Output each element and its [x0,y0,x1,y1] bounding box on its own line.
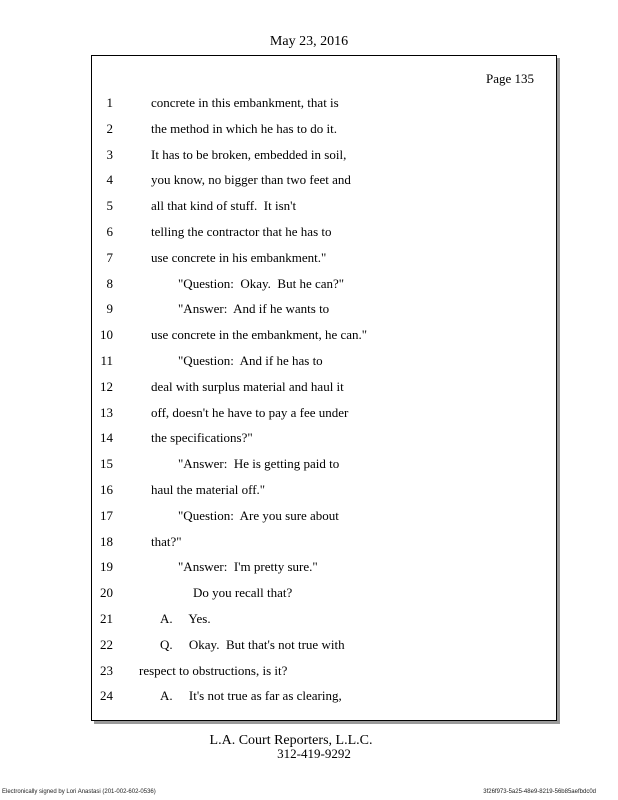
transcript-line [92,120,558,146]
line-number: 19 [100,559,113,575]
line-text: Do you recall that? [193,585,293,601]
line-text: use concrete in his embankment." [151,249,327,265]
transcript-line [92,687,558,713]
page-number: Page 135 [485,71,534,86]
transcript-line [92,455,558,481]
line-number: 10 [100,327,113,343]
line-number: 20 [100,585,113,601]
line-number: 8 [106,275,113,291]
transcript-line [92,429,558,455]
transcript-line [92,275,558,301]
line-text: A. Yes. [160,610,211,626]
line-number: 6 [106,223,113,239]
line-number: 17 [100,507,113,523]
line-number: 5 [106,198,113,214]
transcript-line [92,481,558,507]
line-text: haul the material off." [151,481,266,497]
line-number: 4 [106,172,113,188]
line-text: the specifications?" [151,430,253,446]
transcript-lines [92,94,558,713]
line-number: 9 [106,301,113,317]
line-text: respect to obstructions, is it? [139,662,288,678]
line-text: you know, no bigger than two feet and [151,172,351,188]
line-number: 24 [100,688,113,704]
line-number: 13 [100,404,113,420]
transcript-line [92,223,558,249]
transcript-date: May 23, 2016 [269,34,349,49]
line-text: deal with surplus material and haul it [151,378,344,394]
transcript-line [92,404,558,430]
line-text: "Answer: He is getting paid to [178,456,340,472]
line-number: 16 [100,481,113,497]
transcript-line [92,326,558,352]
line-number: 14 [100,430,113,446]
line-number: 12 [100,378,113,394]
line-number: 23 [100,662,113,678]
line-number: 2 [106,120,113,136]
document-id: 3f26f973-5a25-48e9-8219-56b85aefbdc0d [483,789,596,795]
transcript-line [92,662,558,688]
line-text: telling the contractor that he has to [151,223,332,239]
court-reporter-name: L.A. Court Reporters, L.L.C. [209,733,373,748]
line-text: the method in which he has to do it. [151,120,337,136]
line-text: "Question: Are you sure about [178,507,339,523]
transcript-line [92,94,558,120]
line-number: 22 [100,636,113,652]
line-number: 7 [106,249,113,265]
line-text: Q. Okay. But that's not true with [160,636,345,652]
line-number: 15 [100,456,113,472]
transcript-page [91,55,557,721]
line-text: all that kind of stuff. It isn't [151,198,297,214]
line-text: that?" [151,533,182,549]
line-number: 18 [100,533,113,549]
transcript-line [92,352,558,378]
transcript-line [92,146,558,172]
line-text: use concrete in the embankment, he can." [151,327,368,343]
line-text: "Answer: I'm pretty sure." [178,559,318,575]
line-number: 1 [106,95,113,110]
line-text: concrete in this embankment, that is [151,95,339,110]
line-number: 11 [100,352,113,368]
line-text: A. It's not true as far as clearing, [160,688,342,704]
transcript-line [92,558,558,584]
line-number: 3 [106,146,113,162]
transcript-line [92,507,558,533]
line-text: It has to be broken, embedded in soil, [151,146,347,162]
court-reporter-phone: 312-419-9292 [277,746,351,761]
line-text: "Question: And if he has to [178,352,323,368]
transcript-line [92,610,558,636]
line-text: "Answer: And if he wants to [178,301,330,317]
transcript-line [92,300,558,326]
transcript-line [92,171,558,197]
line-text: off, doesn't he have to pay a fee under [151,404,349,420]
transcript-line [92,378,558,404]
line-text: "Question: Okay. But he can?" [178,275,345,291]
transcript-line [92,533,558,559]
transcript-line [92,197,558,223]
transcript-line [92,584,558,610]
line-number: 21 [100,610,113,626]
transcript-line [92,636,558,662]
transcript-line [92,249,558,275]
electronic-signature: Electronically signed by Lori Anastasi (201-002-602-0536) [2,789,156,795]
